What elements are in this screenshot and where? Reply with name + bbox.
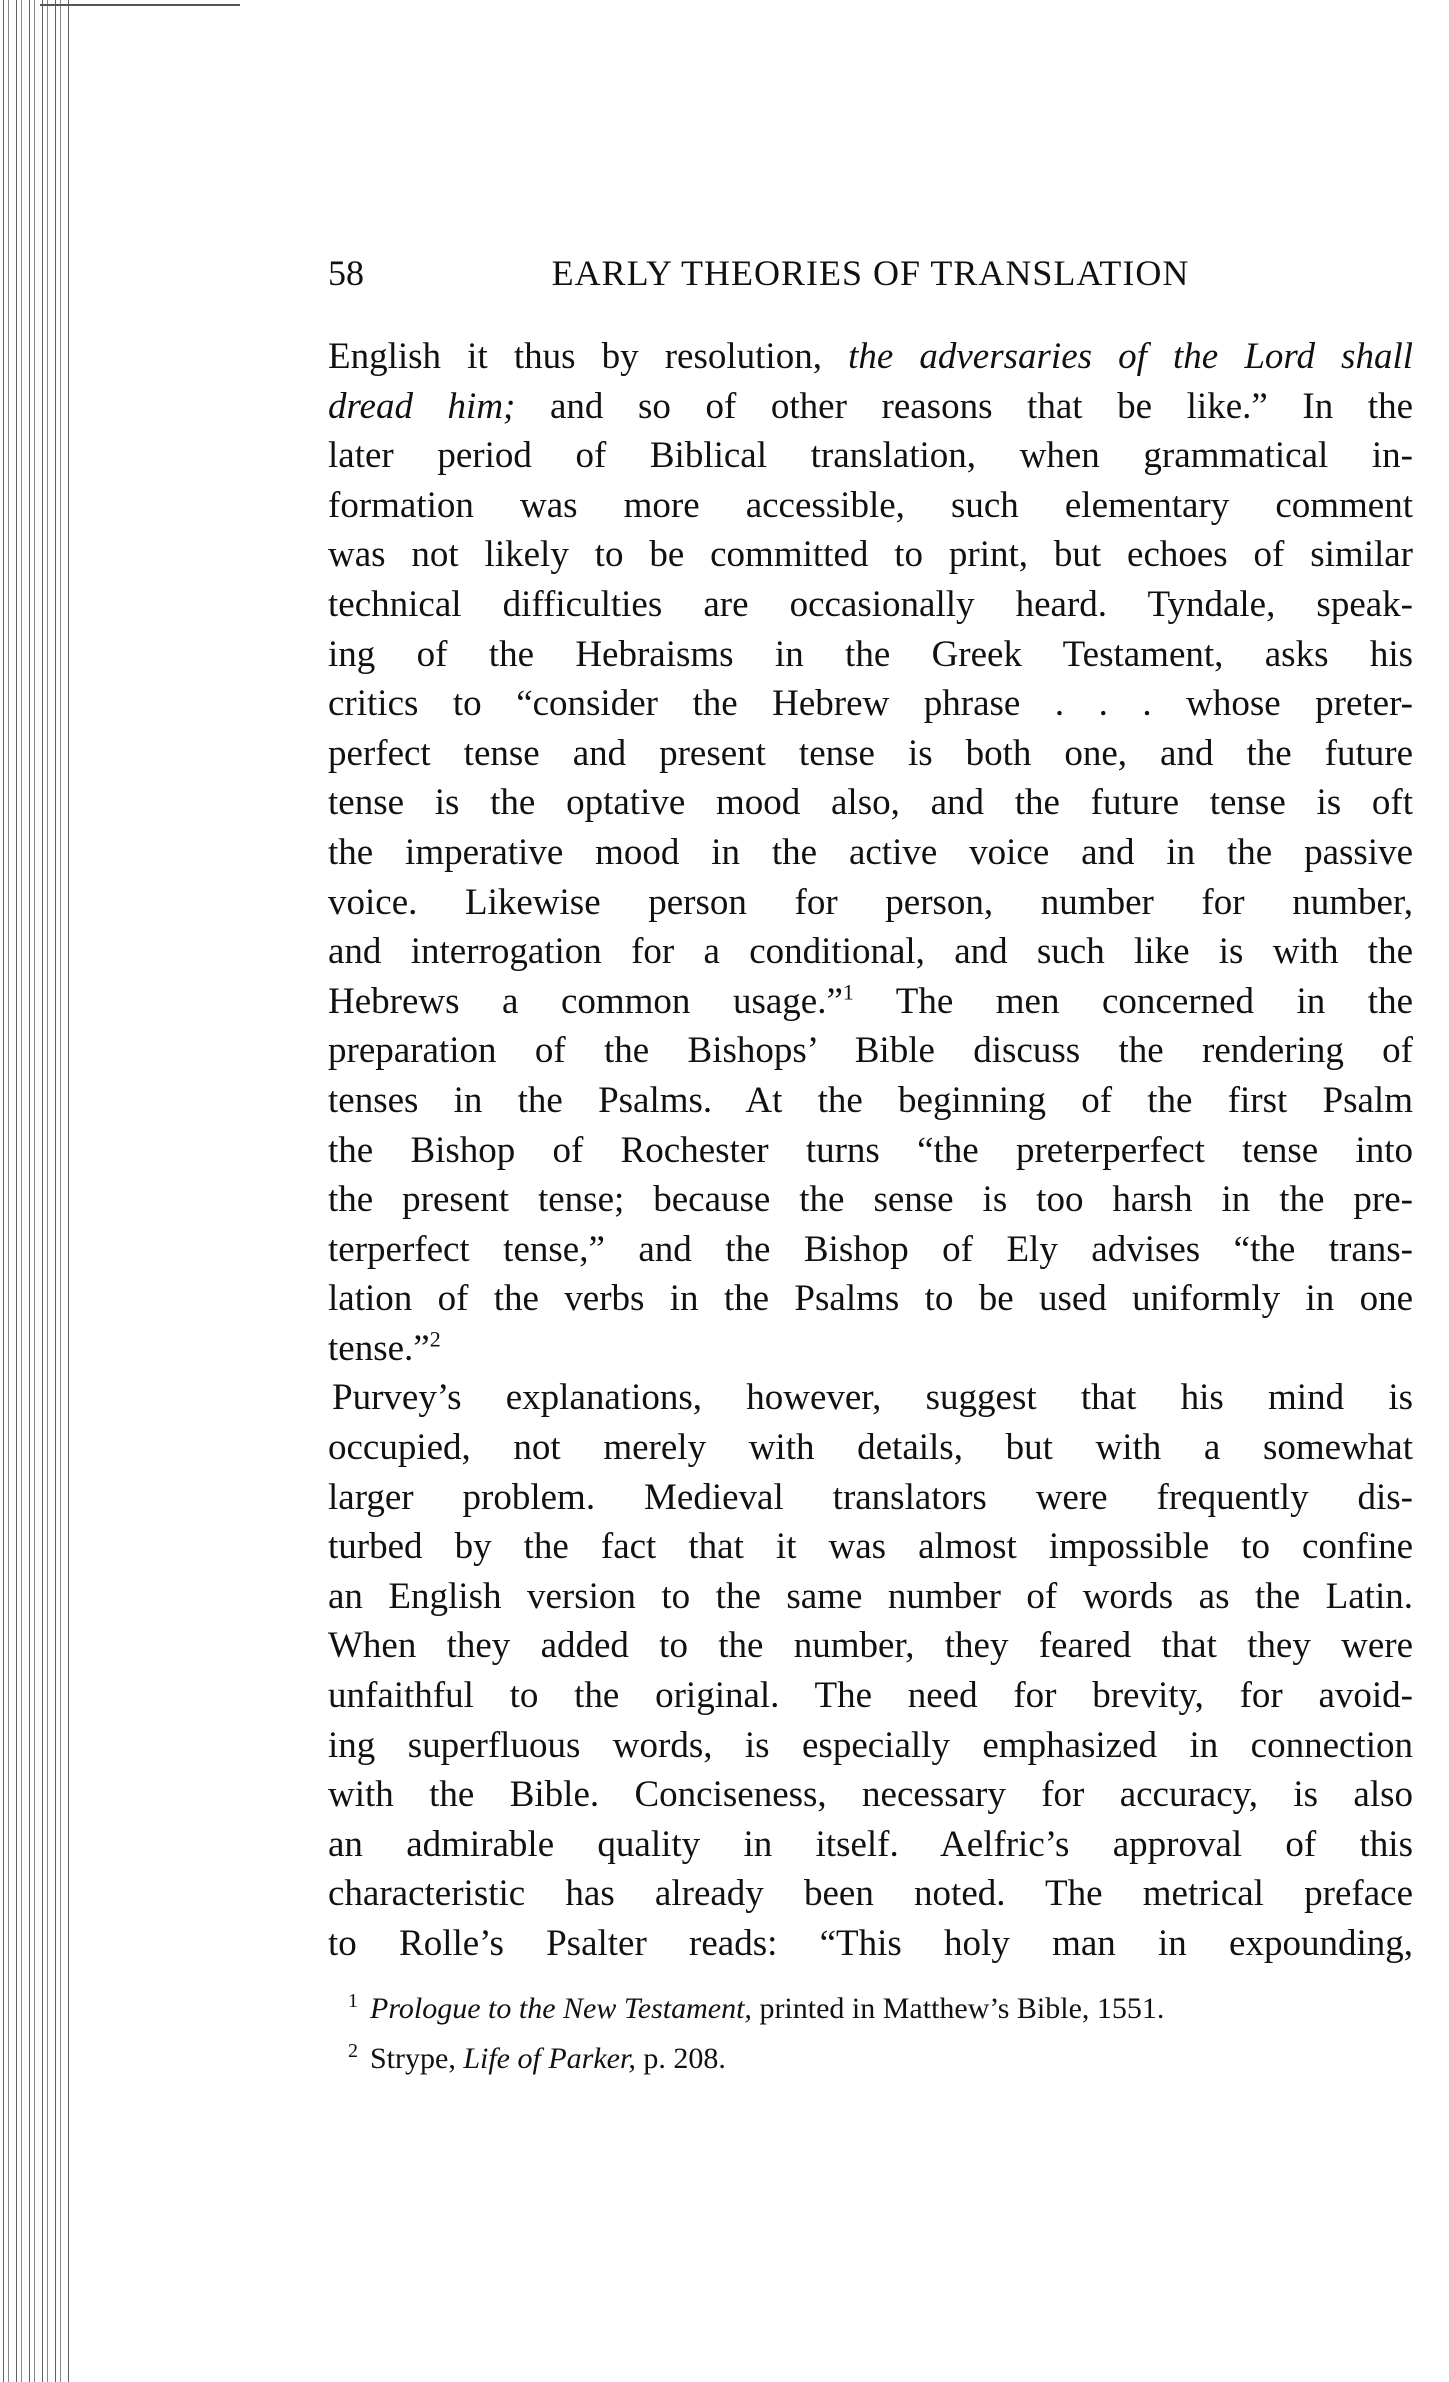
footnote-ref-1[interactable]: 1 xyxy=(842,979,854,1005)
footnote-2: $^2$ Strype, Life of Parker, p. 208. xyxy=(348,2040,726,2075)
body-text xyxy=(328,332,1413,1969)
text-line: technical difficulties are occasionally heard. Tyndale, speak- xyxy=(328,583,1413,625)
text-line: tense is the optative mood also, and the future tense is oft xyxy=(328,782,1413,824)
page-number: 58 xyxy=(328,253,364,293)
text-line: ing superfluous words, is especially emphasized in connection xyxy=(328,1724,1413,1766)
page-header xyxy=(328,248,1413,298)
text-line: larger problem. Medieval translators were frequently dis- xyxy=(328,1476,1413,1518)
text-line: occupied, not merely with details, but with a somewhat xyxy=(328,1427,1413,1469)
text-line: Hebrews a common usage.”$^1$ The men concerned in the xyxy=(328,979,1414,1022)
text-line: critics to “consider the Hebrew phrase . . . whose preter- xyxy=(328,683,1413,725)
text-line: with the Bible. Conciseness, necessary for accuracy, is also xyxy=(328,1774,1413,1816)
scan-edge-line xyxy=(40,4,240,6)
book-spine-shadow xyxy=(0,0,70,2382)
text-line: When they added to the number, they feared that they were xyxy=(328,1625,1413,1667)
text-line: tenses in the Psalms. At the beginning of the first Psalm xyxy=(328,1079,1413,1121)
footnotes xyxy=(328,1980,1413,2080)
text-line: unfaithful to the original. The need for brevity, for avoid- xyxy=(328,1675,1413,1717)
text-line: formation was more accessible, such elementary comment xyxy=(328,484,1413,526)
text-line: English it thus by resolution, the adversaries of the Lord shall xyxy=(328,336,1414,377)
text-line: lation of the verbs in the Psalms to be used uniformly in one xyxy=(328,1278,1413,1320)
text-line: was not likely to be committed to print, but echoes of similar xyxy=(328,534,1413,576)
text-line: the present tense; because the sense is too harsh in the pre- xyxy=(328,1179,1413,1221)
text-line: characteristic has already been noted. The metrical preface xyxy=(328,1873,1413,1915)
text-line: ing of the Hebraisms in the Greek Testament, asks his xyxy=(328,633,1413,675)
text-line: perfect tense and present tense is both one, and the future xyxy=(328,732,1413,774)
running-title: EARLY THEORIES OF TRANSLATION xyxy=(551,253,1190,293)
text-line: an admirable quality in itself. Aelfric’s approval of this xyxy=(328,1823,1413,1865)
text-line: the Bishop of Rochester turns “the preterperfect tense into xyxy=(328,1129,1413,1171)
text-line: to Rolle’s Psalter reads: “This holy man in expounding, xyxy=(328,1923,1413,1964)
text-line: tense.”$^2$ xyxy=(328,1326,441,1369)
text-line: voice. Likewise person for person, number for number, xyxy=(328,881,1413,923)
text-line: later period of Biblical translation, when grammatical in- xyxy=(328,435,1413,477)
text-line: the imperative mood in the active voice and in the passive xyxy=(328,831,1413,873)
text-line: and interrogation for a conditional, and such like is with the xyxy=(328,931,1413,973)
text-line: an English version to the same number of words as the Latin. xyxy=(328,1575,1413,1617)
footnote-1: $^1$ Prologue to the New Testament, printed in Matthew’s Bible, 1551. xyxy=(348,1990,1165,2025)
footnote-ref-2[interactable]: 2 xyxy=(429,1326,441,1352)
text-line: turbed by the fact that it was almost impossible to confine xyxy=(328,1526,1413,1568)
text-line: terperfect tense,” and the Bishop of Ely advises “the trans- xyxy=(328,1228,1413,1270)
text-line: preparation of the Bishops’ Bible discuss the rendering of xyxy=(328,1030,1413,1072)
text-line: dread him; and so of other reasons that be like.” In the xyxy=(328,385,1413,427)
text-line: Purvey’s explanations, however, suggest that his mind is xyxy=(332,1377,1413,1419)
